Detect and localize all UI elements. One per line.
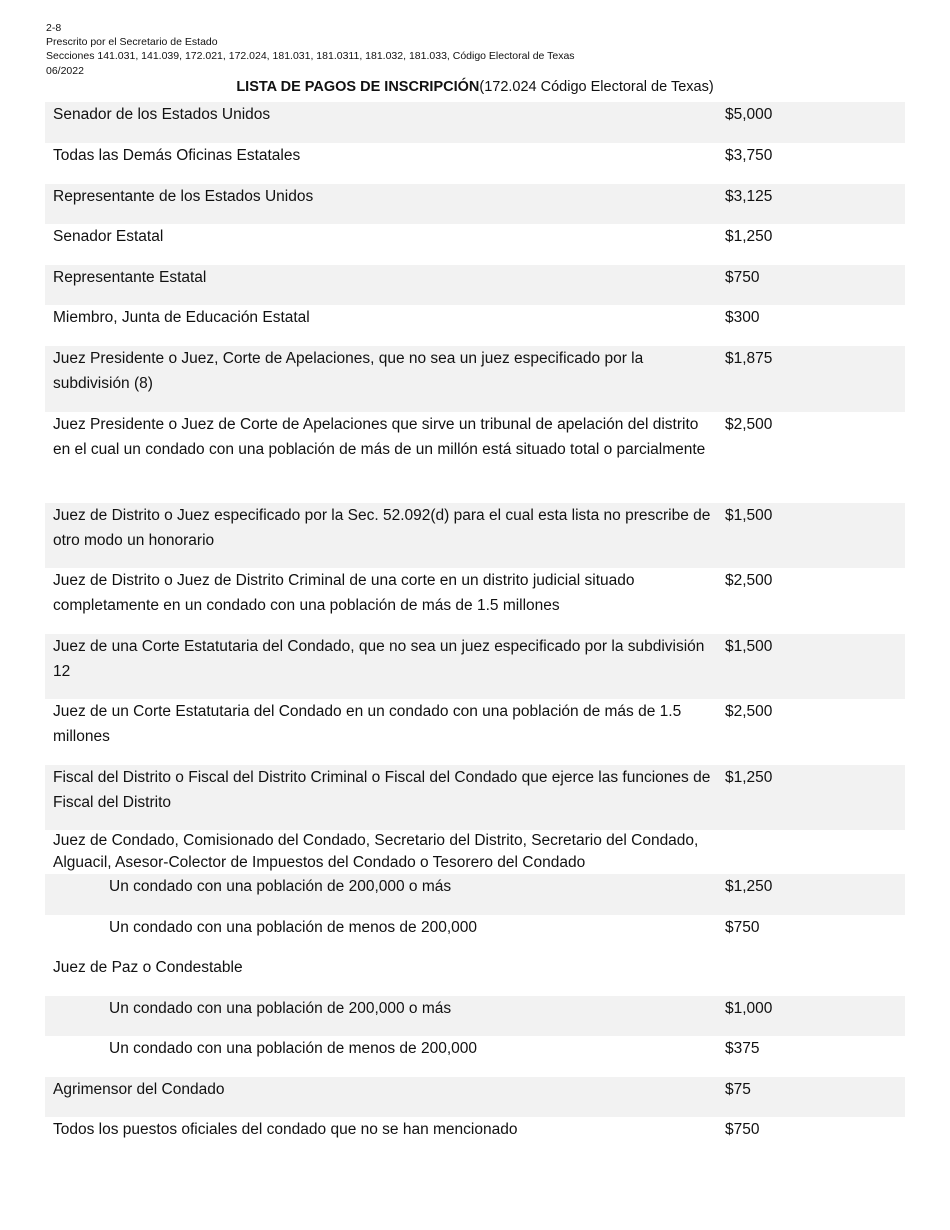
table-row [45,503,905,568]
fee-value: $2,500 [725,416,773,433]
office-group-label: Juez de Condado, Comisionado del Condado, Secretario del Distrito, Secretario del Condado, Alguacil, Asesor-Colector de Impuestos del Condado o Tesorero del Condado [53,832,699,871]
prescribed-by: Prescrito por el Secretario de Estado [46,36,218,49]
office-label: Agrimensor del Condado [53,1081,225,1098]
fee-value: $300 [725,309,760,326]
fee-value: $1,250 [725,769,773,786]
form-date: 06/2022 [46,64,84,77]
table-row [45,1077,905,1117]
form-number: 2-8 [46,22,62,34]
office-label: Todas las Demás Oficinas Estatales [53,147,301,164]
office-sublabel: Un condado con una población de menos de 200,000 [109,1040,477,1057]
table-row [45,184,905,224]
table-row [45,874,905,915]
table-row [45,265,905,305]
office-sublabel: Un condado con una población de 200,000 o más [109,1000,452,1017]
form-header [46,21,575,78]
office-label: Fiscal del Distrito o Fiscal del Distrito Criminal o Fiscal del Condado que ejerce las funciones de Fiscal del Distrito [53,769,711,811]
fee-value: $750 [725,1121,760,1138]
fee-value: $75 [725,1081,751,1098]
fee-value: $3,750 [725,147,773,164]
office-label: Miembro, Junta de Educación Estatal [53,309,310,326]
fee-value: $1,250 [725,878,773,895]
table-row [45,915,905,955]
office-label: Juez Presidente o Juez, Corte de Apelaciones, que no sea un juez especificado por la subdivisión (8) [53,350,644,392]
title-main: LISTA DE PAGOS DE INSCRIPCIÓN [236,79,480,95]
fee-value: $375 [725,1040,760,1057]
title-citation: (172.024 Código Electoral de Texas) [479,79,714,95]
table-row [45,102,905,143]
fee-value: $1,875 [725,350,773,367]
office-label: Juez de un Corte Estatutaria del Condado en un condado con una población de más de 1.5 millones [53,703,682,745]
fee-value: $1,250 [725,228,773,245]
office-label: Representante de los Estados Unidos [53,188,314,205]
fee-value: $2,500 [725,703,773,720]
table-row [45,634,905,699]
table-row [45,346,905,412]
office-label: Juez de Distrito o Juez especificado por la Sec. 52.092(d) para el cual esta lista no prescribe de otro modo un honorario [53,507,711,549]
page-title [0,79,950,95]
table-row [45,765,905,830]
office-sublabel: Un condado con una población de 200,000 o más [109,878,452,895]
office-label: Representante Estatal [53,269,207,286]
office-label: Juez de Distrito o Juez de Distrito Criminal de una corte en un distrito judicial situado completamente en un condado con una población de más de 1.5 millones [53,572,635,614]
fee-value: $1,000 [725,1000,773,1017]
fee-value: $750 [725,269,760,286]
table-row-group-header [45,830,905,874]
fee-table [45,102,905,1158]
table-row [45,412,905,503]
office-sublabel: Un condado con una población de menos de 200,000 [109,919,477,936]
fee-value: $1,500 [725,507,773,524]
fee-value: $750 [725,919,760,936]
fee-value: $5,000 [725,106,773,123]
office-group-label: Juez de Paz o Condestable [53,959,243,976]
fee-value: $3,125 [725,188,773,205]
code-sections: Secciones 141.031, 141.039, 172.021, 172.024, 181.031, 181.0311, 181.032, 181.033, Código Electoral de Texas [46,50,575,63]
table-row [45,568,905,634]
table-row [45,699,905,765]
office-label: Senador de los Estados Unidos [53,106,271,123]
table-row [45,1036,905,1077]
office-label: Juez Presidente o Juez de Corte de Apelaciones que sirve un tribunal de apelación del distrito en el cual un condado con una población de más de un millón está situado total o parcialmente [53,416,706,458]
table-row [45,996,905,1036]
fee-value: $1,500 [725,638,773,655]
office-label: Todos los puestos oficiales del condado que no se han mencionado [53,1121,518,1138]
office-label: Juez de una Corte Estatutaria del Condado, que no sea un juez especificado por la subdivisión 12 [53,638,705,680]
table-row [45,224,905,265]
office-label: Senador Estatal [53,228,164,245]
table-row [45,143,905,184]
table-row-group-header [45,955,905,996]
table-row [45,305,905,346]
table-row [45,1117,905,1158]
fee-value: $2,500 [725,572,773,589]
